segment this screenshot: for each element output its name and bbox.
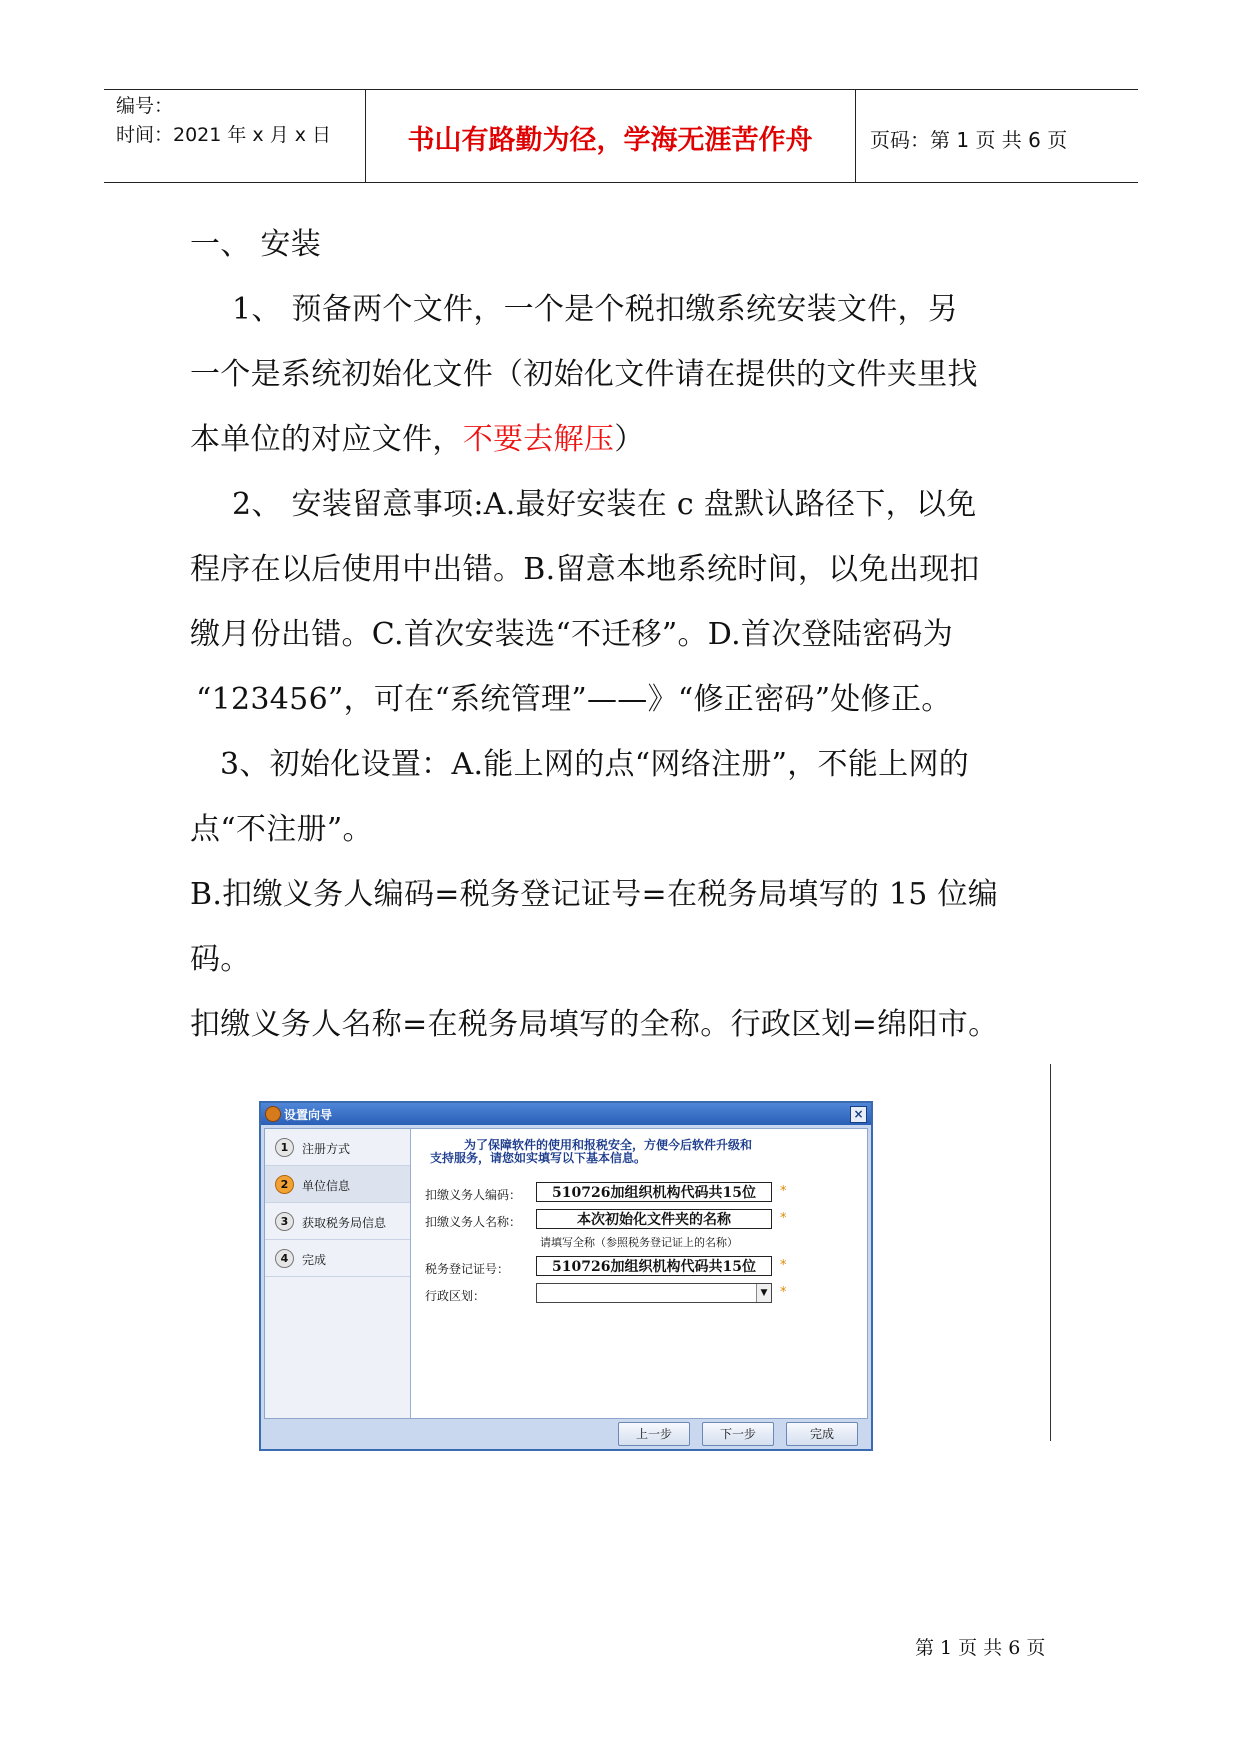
step-finish[interactable] (265, 1240, 410, 1277)
step-number-icon: 4 (275, 1249, 294, 1268)
step-label: 获取税务局信息 (302, 1216, 387, 1230)
step-fetch-tax-info[interactable] (265, 1203, 410, 1240)
step-unit-info[interactable] (265, 1166, 410, 1203)
withholder-name-hint: 请填写全称（参照税务登记证上的名称） (540, 1236, 738, 1249)
instructions-line1: 为了保障软件的使用和报税安全，方便今后软件升级和 (464, 1138, 753, 1152)
tax-registration-input[interactable]: 510726加组织机构代码共15位 (536, 1256, 772, 1276)
para1-line3-end: ） (614, 422, 645, 457)
withholder-code-label: 扣缴义务人编码： (425, 1188, 522, 1202)
header-divider-right (855, 89, 856, 182)
instructions-line2: 支持服务，请您如实填写以下基本信息。 (430, 1151, 647, 1165)
header-divider-left (365, 89, 366, 182)
step-register-mode[interactable] (265, 1129, 410, 1166)
header-time-label: 时间：2021 年 x 月 x 日 (116, 124, 332, 146)
header-page-label: 页码：第 1 页 共 6 页 (870, 128, 1068, 152)
dialog-title: 设置向导 (284, 1108, 333, 1122)
para3-line1: 3、初始化设置：A.能上网的点“网络注册”，不能上网的 (220, 747, 970, 782)
section-heading: 一、 安装 (190, 227, 322, 262)
para2-line1: 2、 安装留意事项:A.最好安装在 c 盘默认路径下，以免 (232, 487, 977, 522)
para2-line2: 程序在以后使用中出错。B.留意本地系统时间，以免出现扣 (190, 552, 980, 587)
para1-line3-start: 本单位的对应文件， (190, 422, 463, 457)
wizard-instructions (430, 1139, 850, 1165)
margin-rule (1050, 1064, 1051, 1441)
header-bottom-rule (104, 182, 1138, 183)
para4-line2: 码。 (190, 942, 251, 977)
step-number-icon: 2 (275, 1175, 294, 1194)
app-logo-icon (265, 1106, 281, 1122)
header-number-label: 编号： (116, 95, 174, 117)
withholder-code-input[interactable]: 510726加组织机构代码共15位 (536, 1182, 772, 1202)
step-number-icon: 1 (275, 1138, 294, 1157)
step-number-icon: 3 (275, 1212, 294, 1231)
no-unzip-warning: 不要去解压 (462, 422, 615, 457)
para5-line1: 扣缴义务人名称=在税务局填写的全称。行政区划=绵阳市。 (190, 1007, 999, 1042)
para1-line3 (190, 423, 645, 457)
required-mark: * (780, 1184, 787, 1199)
step-label: 单位信息 (302, 1179, 351, 1193)
step-label: 完成 (302, 1253, 327, 1267)
finish-button[interactable]: 完成 (786, 1422, 858, 1446)
para1-line1: 1、 预备两个文件，一个是个税扣缴系统安装文件，另 (232, 292, 959, 327)
next-button[interactable]: 下一步 (702, 1422, 774, 1446)
dialog-body (264, 1128, 868, 1419)
tax-registration-label: 税务登记证号： (425, 1262, 510, 1276)
footer-page-number: 第 1 页 共 6 页 (915, 1637, 1046, 1659)
region-label: 行政区划： (425, 1289, 486, 1303)
para1-line2: 一个是系统初始化文件（初始化文件请在提供的文件夹里找 (190, 357, 978, 392)
required-mark: * (780, 1211, 787, 1226)
para2-line3: 缴月份出错。C.首次安装选“不迁移”。D.首次登陆密码为 (190, 617, 954, 652)
header-meta (116, 92, 331, 150)
para4-line1: B.扣缴义务人编码=税务登记证号=在税务局填写的 15 位编 (190, 877, 999, 912)
required-mark: * (780, 1285, 787, 1300)
para3-line2: 点“不注册”。 (190, 812, 373, 847)
step-label: 注册方式 (302, 1142, 351, 1156)
header-motto: 书山有路勤为径，学海无涯苦作舟 (407, 125, 813, 156)
para2-line4: “123456”，可在“系统管理”——》“修正密码”处修正。 (196, 682, 952, 717)
dialog-titlebar (261, 1103, 871, 1125)
setup-wizard-dialog (259, 1101, 873, 1451)
header-top-rule (104, 89, 1138, 90)
withholder-name-input[interactable]: 本次初始化文件夹的名称 (536, 1209, 772, 1229)
withholder-name-label: 扣缴义务人名称： (425, 1215, 522, 1229)
chevron-down-icon[interactable]: ▼ (756, 1284, 771, 1302)
required-mark: * (780, 1258, 787, 1273)
close-icon[interactable]: × (850, 1106, 867, 1123)
prev-button[interactable]: 上一步 (618, 1422, 690, 1446)
wizard-steps (265, 1129, 411, 1418)
region-select[interactable] (536, 1283, 772, 1303)
